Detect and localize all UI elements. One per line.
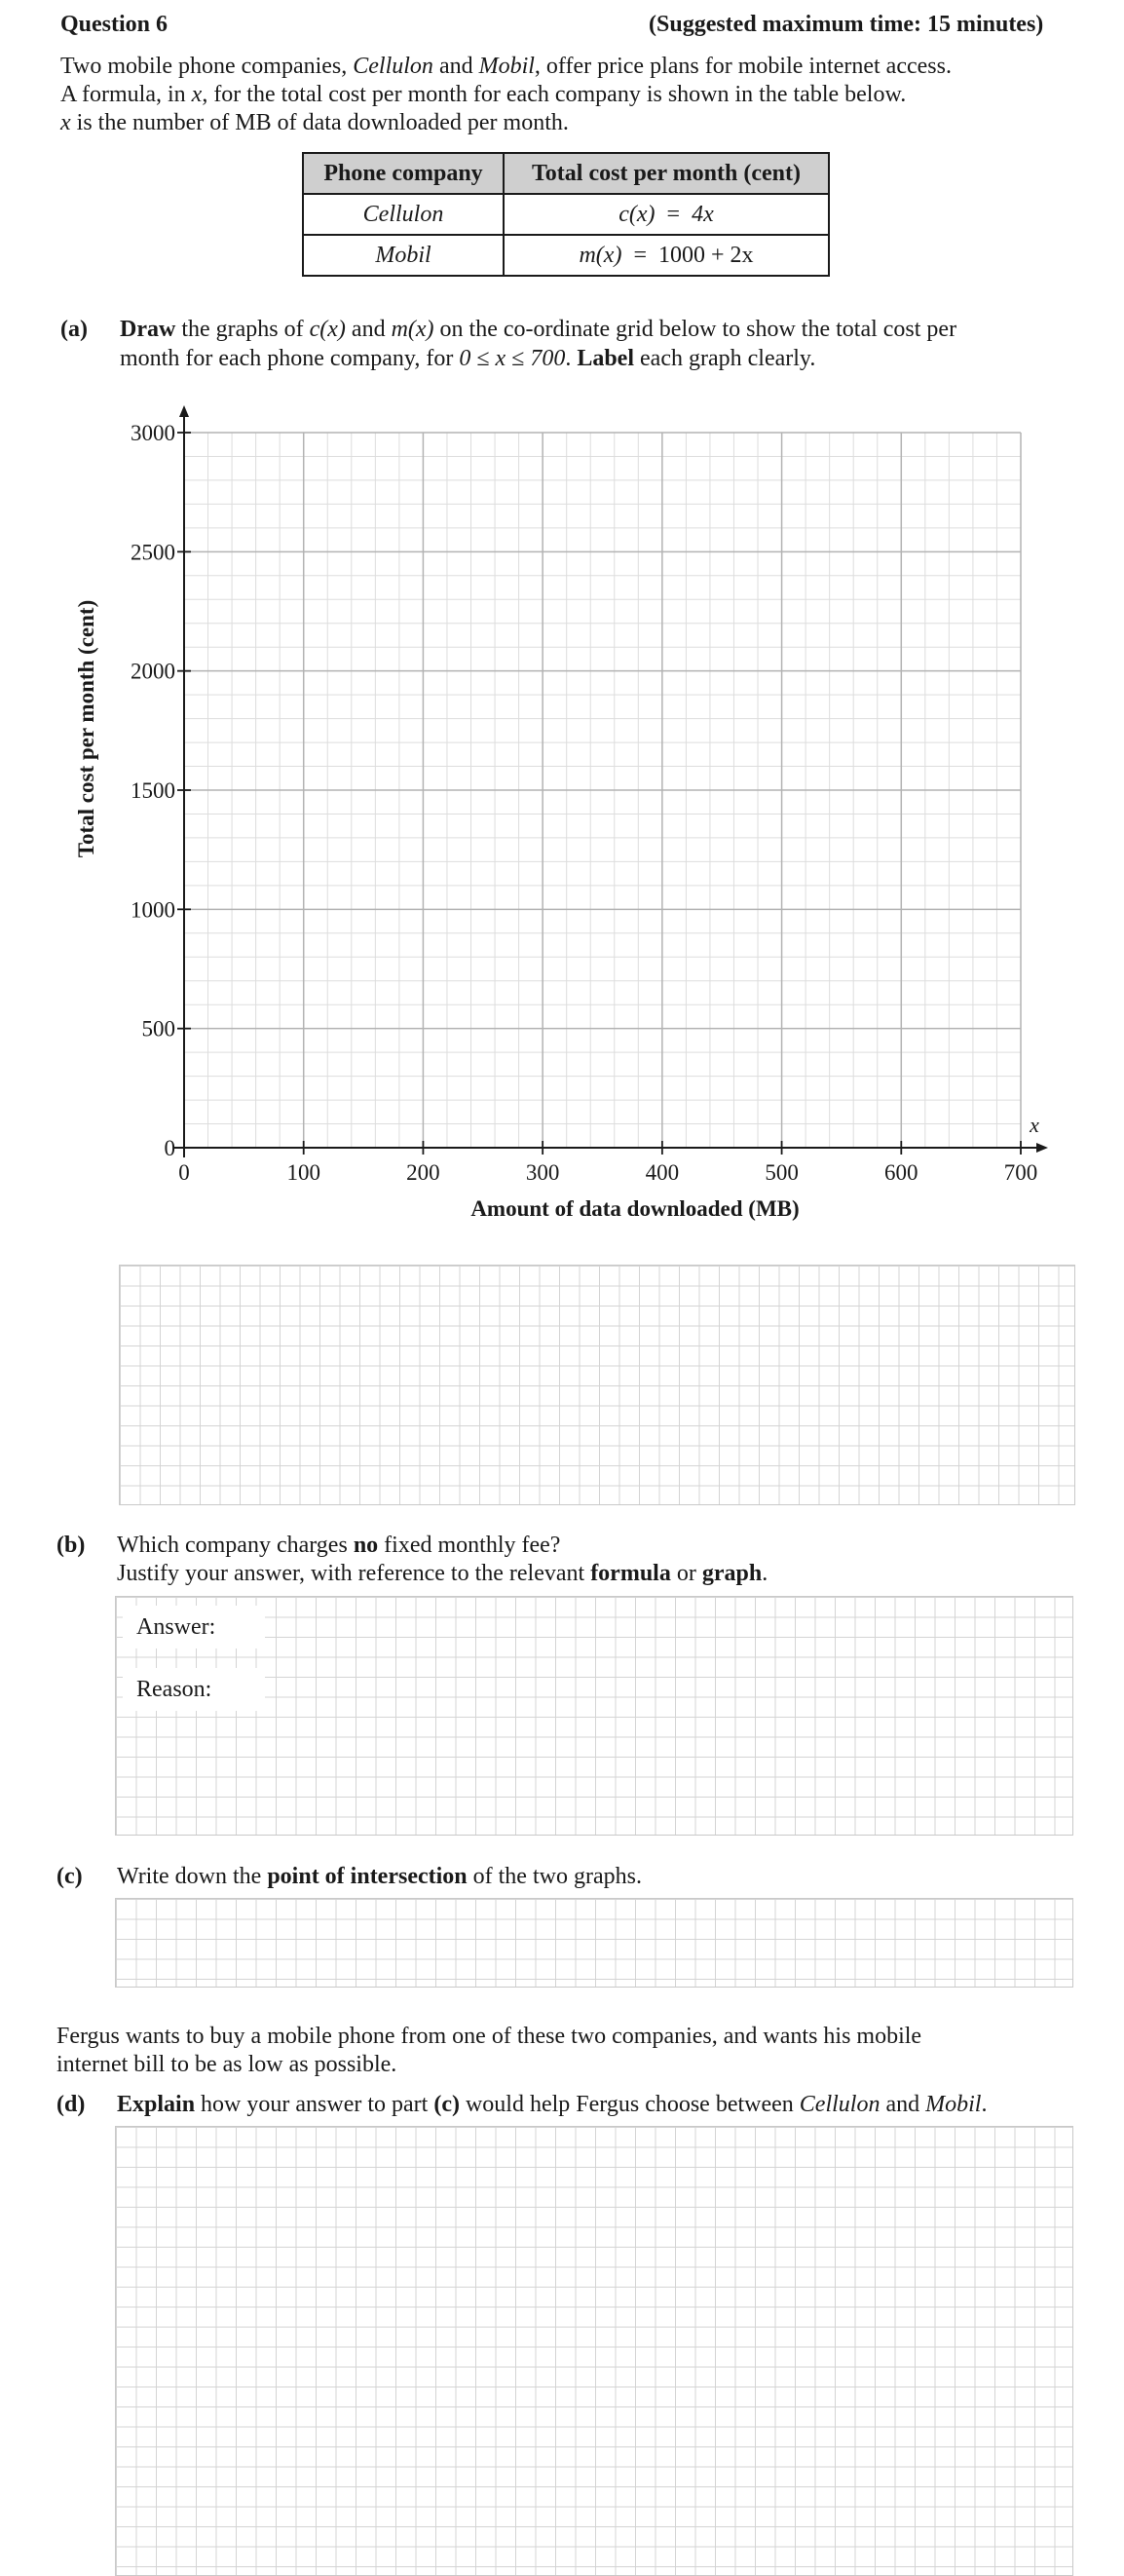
table-header-company: Phone company xyxy=(303,153,504,194)
company-mobil: Mobil xyxy=(303,235,504,276)
intro-line-3: x is the number of MB of data downloaded per month. xyxy=(60,110,569,135)
reason-label: Reason: xyxy=(123,1668,265,1711)
y-tick-label: 2500 xyxy=(131,540,175,565)
y-tick-label: 3000 xyxy=(131,421,175,445)
answer-label: Answer: xyxy=(123,1606,265,1648)
intro-line-1: Two mobile phone companies, Cellulon and Mobil, offer price plans for mobile internet access. xyxy=(60,54,952,79)
suggested-time: (Suggested maximum time: 15 minutes) xyxy=(649,12,1044,37)
x-tick-label: 0 xyxy=(178,1160,190,1185)
y-axis-arrow xyxy=(179,405,189,417)
answer-grid-d[interactable] xyxy=(115,2126,1073,2576)
formula-cellulon: c(x) = 4x xyxy=(504,194,829,235)
x-tick-label: 200 xyxy=(406,1160,440,1185)
part-d-label: (d) xyxy=(56,2092,86,2117)
x-tick-label: 500 xyxy=(765,1160,799,1185)
part-b-label: (b) xyxy=(56,1533,86,1558)
y-tick-label: 2000 xyxy=(131,659,175,684)
part-c-text: Write down the point of intersection of the two graphs. xyxy=(117,1864,642,1889)
part-d-text: Explain how your answer to part (c) would help Fergus choose between Cellulon and Mobil. xyxy=(117,2092,988,2117)
x-tick-label: 700 xyxy=(1003,1160,1038,1185)
y-tick-label: 1500 xyxy=(131,778,175,803)
x-tick-label: 400 xyxy=(645,1160,680,1185)
question-number: Question 6 xyxy=(60,12,169,37)
x-axis-arrow xyxy=(1036,1143,1048,1153)
fergus-line-1: Fergus wants to buy a mobile phone from one of these two companies, and wants his mobile xyxy=(56,2024,922,2049)
x-axis-symbol: x xyxy=(1030,1113,1039,1137)
part-b-line-2: Justify your answer, with reference to the relevant formula or graph. xyxy=(117,1561,768,1586)
formula-mobil: m(x) = 1000 + 2x xyxy=(504,235,829,276)
part-a-line-2: month for each phone company, for 0 ≤ x ≤ 700. Label each graph clearly. xyxy=(120,346,816,371)
x-axis-label: Amount of data downloaded (MB) xyxy=(470,1196,800,1221)
part-b-line-1: Which company charges no fixed monthly fee? xyxy=(117,1533,561,1558)
table-header-cost: Total cost per month (cent) xyxy=(504,153,829,194)
y-tick-label: 0 xyxy=(164,1136,175,1160)
x-tick-label: 600 xyxy=(884,1160,918,1185)
part-c-label: (c) xyxy=(56,1864,83,1889)
answer-grid-c[interactable] xyxy=(115,1898,1073,1988)
coordinate-grid-chart[interactable] xyxy=(0,0,1124,1247)
part-a-line-1: Draw the graphs of c(x) and m(x) on the co-ordinate grid below to show the total cost per xyxy=(120,317,957,342)
working-grid-a[interactable] xyxy=(119,1265,1075,1505)
x-tick-label: 100 xyxy=(286,1160,320,1185)
part-a-label: (a) xyxy=(60,317,88,342)
x-tick-label: 300 xyxy=(525,1160,560,1185)
y-axis-label: Total cost per month (cent) xyxy=(74,599,98,858)
intro-line-2: A formula, in x, for the total cost per month for each company is shown in the table below. xyxy=(60,82,907,107)
company-cellulon: Cellulon xyxy=(303,194,504,235)
y-tick-label: 500 xyxy=(141,1016,175,1042)
y-tick-label: 1000 xyxy=(131,897,175,923)
fergus-line-2: internet bill to be as low as possible. xyxy=(56,2052,397,2077)
